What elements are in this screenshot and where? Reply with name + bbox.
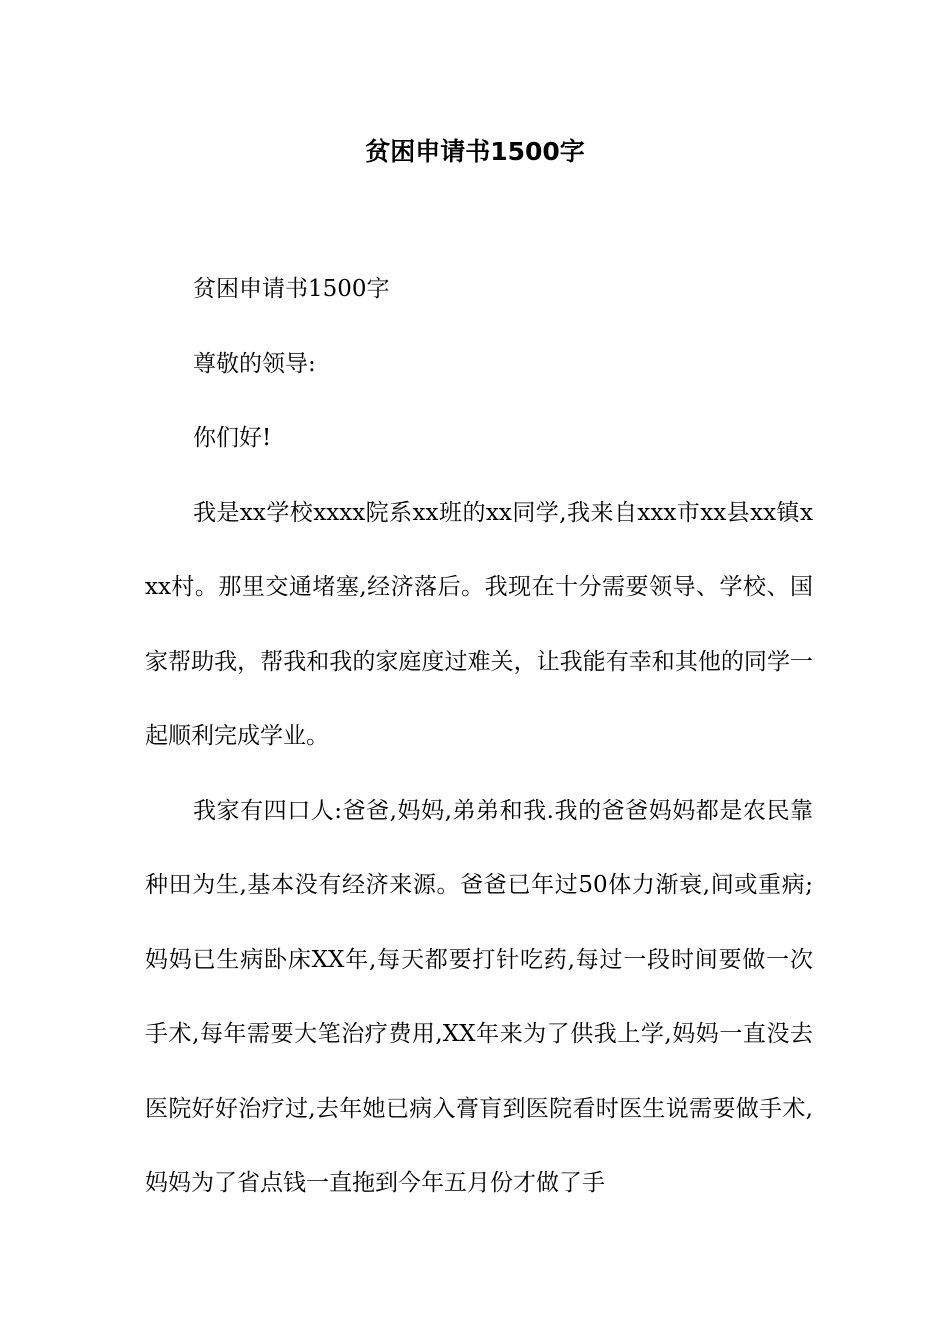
paragraph-introduction: 我是xx学校xxxx院系xx班的xx同学,我来自xxx市xx县xx镇xxx村。那里交通堵塞,经济落后。我现在十分需要领导、学校、国家帮助我，帮我和我的家庭度过难关，让我能有幸和其他的同学一起顺利完成学业。 [145,499,813,749]
paragraph-heading: 贫困申请书1500字 [193,276,390,302]
document-body [145,252,813,1221]
paragraph-family-situation: 我家有四口人:爸爸,妈妈,弟弟和我.我的爸爸妈妈都是农民靠种田为生,基本没有经济来源。爸爸已年过50体力渐衰,间或重病;妈妈已生病卧床XX年,每天都要打针吃药,每过一段时间要做一次手术,每年需要大笔治疗费用,XX年来为了供我上学,妈妈一直没去医院好好治疗过,去年她已病入膏肓到医院看时医生说需要做手术,妈妈为了省点钱一直拖到今年五月份才做了手 [145,797,813,1196]
paragraph-greeting: 你们好! [193,425,272,451]
paragraph-salutation: 尊敬的领导: [193,350,316,377]
document-title: 贫困申请书1500字 [365,137,585,166]
